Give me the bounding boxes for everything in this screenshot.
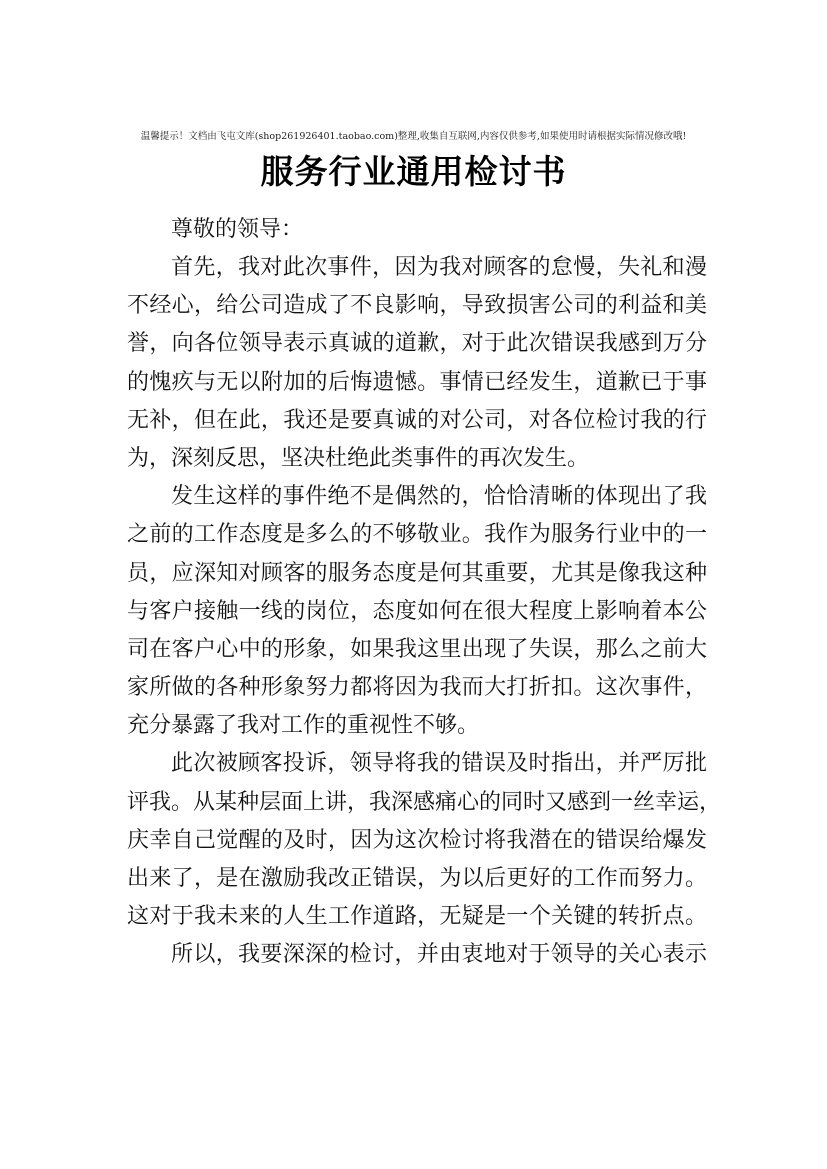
paragraph-2 — [127, 478, 707, 745]
paragraph-4 — [127, 936, 707, 974]
text-line: 为，深刻反思，坚决杜绝此类事件的再次发生。 — [127, 445, 590, 471]
text-line: 庆幸自己觉醒的及时，因为这次检讨将我潜在的错误给爆发 — [127, 827, 707, 853]
document-body — [127, 211, 722, 975]
text-line: 首先，我对此次事件，因为我对顾客的怠慢，失礼和漫 — [171, 255, 707, 280]
text-line: 家所做的各种形象努力都将因为我而大打折扣。这次事件， — [127, 675, 707, 701]
text-line: 这对于我未来的人生工作道路，无疑是一个关键的转折点。 — [127, 904, 707, 930]
salutation: 尊敬的领导： — [171, 217, 304, 242]
text-line: 与客户接触一线的岗位，态度如何在很大程度上影响着本公 — [127, 598, 707, 624]
text-line: 所以，我要深深的检讨，并由衷地对于领导的关心表示 — [171, 942, 707, 968]
paragraph-3 — [127, 745, 722, 936]
text-line: 不经心，给公司造成了不良影响，导致损害公司的利益和美 — [127, 293, 707, 319]
text-line: 之前的工作态度是多么的不够敬业。我作为服务行业中的一 — [127, 522, 707, 548]
text-line: 无补，但在此，我还是要真诚的对公司，对各位检讨我的行 — [127, 407, 707, 433]
paragraph-1 — [127, 249, 707, 478]
document-title: 服务行业通用检讨书 — [260, 152, 567, 191]
text-line: 出来了，是在激励我改正错误，为以后更好的工作而努力。 — [127, 866, 707, 891]
text-line: 发生这样的事件绝不是偶然的，恰恰清晰的体现出了我 — [171, 484, 707, 510]
text-line: 司在客户心中的形象，如果我这里出现了失误，那么之前大 — [127, 636, 707, 662]
text-line: 此次被顾客投诉，领导将我的错误及时指出，并严厉批 — [171, 751, 707, 777]
header-notice: 温馨提示！文档由飞屯文库(shop261926401.taobao.com)整理,收集自互联网,内容仅供参考,如果使用时请根据实际情况修改哦! — [140, 131, 687, 142]
text-line: 评我。从某种层面上讲，我深感痛心的同时又感到一丝幸运， — [127, 789, 722, 815]
text-line: 员，应深知对顾客的服务态度是何其重要，尤其是像我这种 — [127, 560, 707, 586]
text-line: 的愧疚与无以附加的后悔遗憾。事情已经发生，道歉已于事 — [127, 369, 707, 395]
text-line: 誉，向各位领导表示真诚的道歉，对于此次错误我感到万分 — [127, 331, 707, 357]
text-line: 充分暴露了我对工作的重视性不够。 — [127, 713, 480, 739]
